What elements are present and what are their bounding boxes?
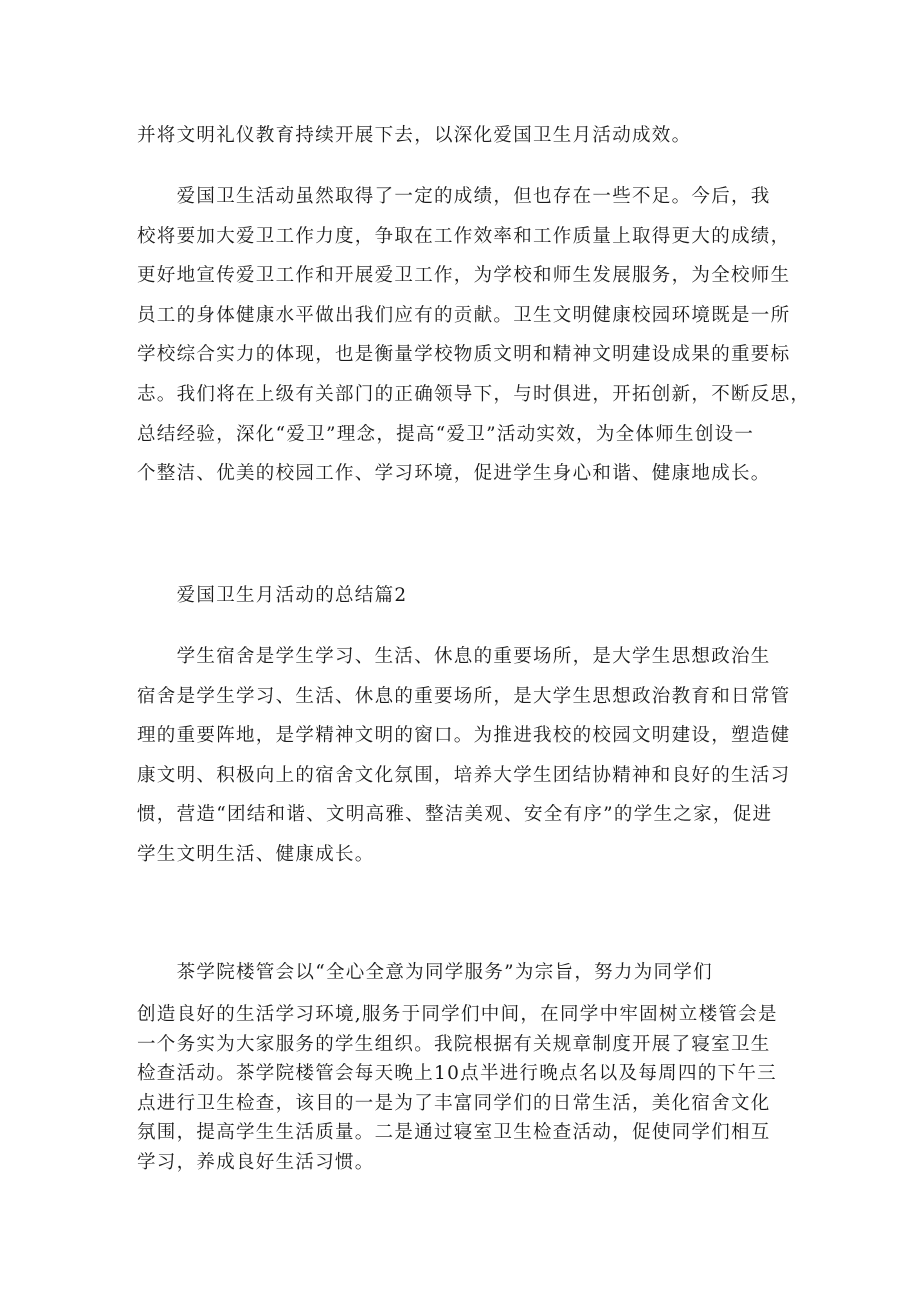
text-line: 学习，养成良好生活习惯。 — [137, 1151, 375, 1173]
text-line: 学生宿舍是学生学习、生活、休息的重要场所，是大学生思想政治生 — [137, 646, 771, 667]
text-line: 校将要加大爱卫工作力度，争取在工作效率和工作质量上取得更大的成绩， — [137, 225, 791, 247]
text-line: 个整洁、优美的校园工作、学习环境，促进学生身心和谐、健康地成长。 — [137, 463, 771, 485]
text-line: 并将文明礼仪教育持续开展下去，以深化爱国卫生月活动成效。 — [137, 125, 692, 146]
paragraph-committee-intro — [137, 953, 797, 993]
paragraph-dormitory — [137, 637, 797, 875]
text-line: 宿舍是学生学习、生活、休息的重要场所，是大学生思想政治教育和日常管 — [137, 685, 791, 707]
heading-text: 爱国卫生月活动的总结篇2 — [137, 585, 408, 606]
text-line: 员工的身体健康水平做出我们应有的贡献。卫生文明健康校园环境既是一所 — [137, 304, 791, 326]
section-heading — [137, 576, 797, 616]
paragraph-shortcomings — [137, 177, 811, 494]
text-line: 学校综合实力的体现，也是衡量学校物质文明和精神文明建设成果的重要标 — [137, 344, 791, 366]
text-line: 一个务实为大家服务的学生组织。我院根据有关规章制度开展了寝室卫生 — [137, 1033, 771, 1055]
text-line: 检查活动。茶学院楼管会每天晚上10点半进行晚点名以及每周四的下午三 — [137, 1063, 777, 1084]
text-line: 总结经验，深化“爱卫”理念，提高“爱卫”活动实效，为全体师生创设一 — [137, 423, 755, 445]
text-line: 爱国卫生活动虽然取得了一定的成绩，但也存在一些不足。今后，我 — [137, 186, 771, 207]
text-line: 氛围，提高学生生活质量。二是通过寝室卫生检查活动，促使同学们相互 — [137, 1122, 771, 1143]
text-line: 茶学院楼管会以“全心全意为同学服务”为宗旨，努力为同学们 — [137, 962, 713, 983]
text-line: 更好地宣传爱卫工作和开展爱卫工作，为学校和师生发展服务，为全校师生 — [137, 265, 791, 287]
paragraph-intro-continuation — [137, 116, 797, 156]
text-line: 创造良好的生活学习环境,服务于同学们中间，在同学中牢固树立楼管会是 — [137, 1004, 778, 1025]
text-line: 点进行卫生检查，该目的一是为了丰富同学们的日常生活，美化宿舍文化 — [137, 1092, 771, 1114]
text-line: 惯，营造“团结和谐、文明高雅、整洁美观、安全有序”的学生之家，促进 — [137, 804, 773, 826]
paragraph-committee-details — [137, 1000, 797, 1177]
text-line: 学生文明生活、健康成长。 — [137, 843, 375, 865]
text-line: 志。我们将在上级有关部门的正确领导下，与时俱进，开拓创新，不断反思， — [137, 383, 811, 405]
text-line: 理的重要阵地，是学精神文明的窗口。为推进我校的校园文明建设，塑造健 — [137, 725, 791, 747]
text-line: 康文明、积极向上的宿舍文化氛围，培养大学生团结协精神和良好的生活习 — [137, 764, 791, 786]
